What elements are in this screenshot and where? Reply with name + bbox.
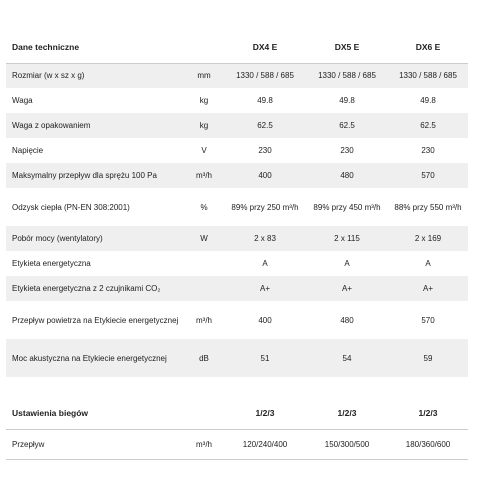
row-label: Waga z opakowaniem xyxy=(12,121,91,130)
row-unit: W xyxy=(200,234,208,243)
row-label: Etykieta energetyczna xyxy=(12,259,91,268)
row-value: 62.5 xyxy=(339,121,355,130)
row-label: Przepływ powietrza na Etykiecie energetycznej xyxy=(12,315,179,325)
row-label: Napięcie xyxy=(12,146,44,155)
row-value: 400 xyxy=(258,315,272,325)
row-unit: % xyxy=(200,202,208,212)
model-dx6: DX6 E xyxy=(415,42,441,53)
row-unit: kg xyxy=(199,121,209,130)
table-row xyxy=(6,251,468,276)
row-value: 570 xyxy=(421,315,435,325)
row-value: A+ xyxy=(341,284,352,293)
section-spacer xyxy=(6,377,468,399)
row-unit xyxy=(184,251,224,276)
table-row xyxy=(6,301,468,339)
row-value: 49.8 xyxy=(420,96,436,105)
row-value: 400 xyxy=(258,171,272,180)
row-value: 49.8 xyxy=(339,96,355,105)
row-unit: m³/h xyxy=(196,315,212,325)
table-row xyxy=(6,88,468,113)
row-label: Moc akustyczna na Etykiecie energetycznej xyxy=(12,353,167,363)
row-value: 59 xyxy=(423,353,433,363)
table-row xyxy=(6,276,468,301)
row-value: 570 xyxy=(421,171,435,180)
row-unit xyxy=(184,276,224,301)
row-value: 51 xyxy=(260,353,270,363)
row-value: 480 xyxy=(340,171,354,180)
row-value: A+ xyxy=(259,284,270,293)
flow-label: Przepływ xyxy=(12,439,45,449)
row-value: 230 xyxy=(421,146,435,155)
row-value: 480 xyxy=(340,315,354,325)
model-dx4: DX4 E xyxy=(252,42,278,53)
row-value: 1330 / 588 / 685 xyxy=(399,71,457,81)
table-header-row xyxy=(6,33,468,63)
gears-value: 1/2/3 xyxy=(418,408,438,419)
row-value: A xyxy=(344,259,350,268)
flow-row xyxy=(6,429,468,459)
row-unit: V xyxy=(201,146,207,155)
row-value: 230 xyxy=(340,146,354,155)
spec-table-container xyxy=(6,33,468,460)
table-row xyxy=(6,163,468,188)
row-value: A+ xyxy=(422,284,433,293)
row-value: 49.8 xyxy=(257,96,273,105)
table-row xyxy=(6,113,468,138)
table-title: Dane techniczne xyxy=(12,42,80,53)
gears-title: Ustawienia biegów xyxy=(12,408,89,419)
table-row xyxy=(6,339,468,377)
row-label: Etykieta energetyczna z 2 czujnikami CO₂ xyxy=(12,284,161,293)
row-unit: dB xyxy=(199,353,209,363)
flow-value: 150/300/500 xyxy=(324,439,370,449)
row-value: 1330 / 588 / 685 xyxy=(318,71,376,81)
flow-unit: m³/h xyxy=(196,439,212,449)
table-row xyxy=(6,63,468,88)
row-value: 62.5 xyxy=(420,121,436,130)
row-label: Rozmiar (w x sz x g) xyxy=(12,71,85,81)
spec-table xyxy=(6,33,468,460)
row-value: 62.5 xyxy=(257,121,273,130)
gears-unit xyxy=(184,399,224,429)
row-value: 2 x 115 xyxy=(334,234,360,243)
row-value: 89% przy 450 m³/h xyxy=(313,202,381,212)
gears-value: 1/2/3 xyxy=(337,408,357,419)
row-value: A xyxy=(425,259,431,268)
row-label: Maksymalny przepływ dla sprężu 100 Pa xyxy=(12,171,157,180)
table-row xyxy=(6,138,468,163)
row-unit: m³/h xyxy=(196,171,212,180)
row-unit: mm xyxy=(197,71,211,81)
row-value: 54 xyxy=(342,353,352,363)
gears-header-row xyxy=(6,399,468,429)
row-value: 1330 / 588 / 685 xyxy=(236,71,294,81)
flow-value: 180/360/600 xyxy=(405,439,451,449)
model-dx5: DX5 E xyxy=(334,42,360,53)
row-value: 230 xyxy=(258,146,272,155)
row-label: Waga xyxy=(12,96,33,105)
row-label: Odzysk ciepła (PN-EN 308:2001) xyxy=(12,202,130,212)
row-value: 88% przy 550 m³/h xyxy=(394,202,462,212)
gears-value: 1/2/3 xyxy=(255,408,275,419)
row-unit: kg xyxy=(199,96,209,105)
row-label: Pobór mocy (wentylatory) xyxy=(12,234,103,243)
table-row xyxy=(6,226,468,251)
row-value: 2 x 83 xyxy=(254,234,276,243)
flow-value: 120/240/400 xyxy=(242,439,288,449)
header-unit xyxy=(184,33,224,63)
row-value: 89% przy 250 m³/h xyxy=(231,202,299,212)
row-value: A xyxy=(262,259,268,268)
row-value: 2 x 169 xyxy=(414,234,442,243)
table-row xyxy=(6,188,468,226)
